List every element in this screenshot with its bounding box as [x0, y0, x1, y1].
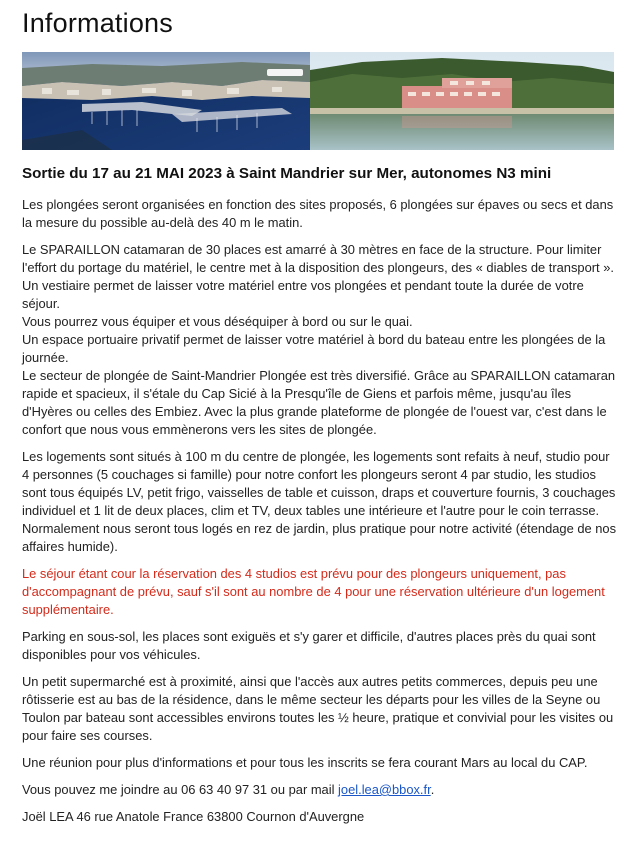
- paragraph-parking: Parking en sous-sol, les places sont exiguës et s'y garer et difficile, d'autres places près du quai sont disponibles pour vos véhicules.: [22, 629, 596, 662]
- paragraph-dives: Les plongées seront organisées en fonction des sites proposés, 6 plongées sur épaves ou secs et dans la mesure du possible au-delà des 40 m le matin.: [22, 197, 614, 230]
- document-body: [22, 196, 618, 835]
- email-link[interactable]: joel.lea@bbox.fr: [338, 782, 431, 797]
- paragraph-equipment: Vous pourrez vous équiper et vous déséquiper à bord ou sur le quai.: [22, 314, 413, 329]
- paragraph-shops: Un petit supermarché est à proximité, ainsi que l'accès aux autres petits commerces, depuis peu une rôtisserie est au bas de la résidence, dans le même secteur les départs pour les villes de la Seyne ou Toulon par bateau sont accessibles environs toutes les ½ heure, pratique et convivial pour les visites ou pour faire ses courses.: [22, 674, 614, 743]
- page-title: Informations: [22, 8, 173, 38]
- seafront-building-photo: [310, 52, 614, 150]
- contact-line: [22, 781, 618, 799]
- contact-suffix: .: [430, 782, 435, 797]
- reservation-warning: Le séjour étant cour la réservation des 4 studios est prévu pour des plongeurs uniquement, pas d'accompagnant de prévu, sauf s'il sont au nombre de 4 pour une réservation ultérieure d'un logement supplémentaire.: [22, 566, 605, 617]
- paragraph-boat: Le SPARAILLON catamaran de 30 places est amarré à 30 mètres en face de la structure. Pour limiter l'effort du portage du matériel, le centre met à la disposition des plongeurs, des « diables de transport ». Un vestiaire permet de laisser votre matériel entre vos plongées et pendant toute la durée de votre séjour.: [22, 242, 614, 311]
- paragraph-meeting: Une réunion pour plus d'informations et pour tous les inscrits se fera courant Mars au local du CAP.: [22, 755, 588, 770]
- paragraph-dive-sector: Le secteur de plongée de Saint-Mandrier Plongée est très diversifié. Grâce au SPARAILLON catamaran rapide et spacieux, il s'étale du Cap Sicié à la Presqu'île de Giens et parfois même, jusqu'au îles d'Hyères ou celles des Embiez. Avec la plus grande plateforme de plongée de l'ouest var, c'est dans le confort que nous vous emmènerons vers les sites de plongée.: [22, 368, 616, 437]
- contact-phone-text: Vous pouvez me joindre au 06 63 40 97 31 ou par mail: [22, 782, 339, 797]
- paragraph-port-space: Un espace portuaire privatif permet de laisser votre matériel à bord du bateau entre les plongées de la journée.: [22, 332, 606, 365]
- banner-photos: [22, 52, 614, 150]
- paragraph-accommodation: Les logements sont situés à 100 m du centre de plongée, les logements sont refaits à neuf, studio pour 4 personnes (5 couchages si famille) pour notre confort les plongeurs seront 4 par studio, les studios sont tous équipés LV, petit frigo, vaisselles de table et cuisson, draps et couverture fournis, 3 couchages individuel et 1 lit de deux places, clim et TV, deux tables une intérieure et l'autre pour le coin terrasse. Normalement nous seront tous logés en rez de jardin, plus pratique pour notre activité (étendage de nos affaires humide).: [22, 449, 617, 554]
- postal-address: Joël LEA 46 rue Anatole France 63800 Cournon d'Auvergne: [22, 809, 365, 824]
- trip-heading: Sortie du 17 au 21 MAI 2023 à Saint Mandrier sur Mer, autonomes N3 mini: [22, 165, 552, 182]
- harbour-aerial-photo: [22, 52, 310, 150]
